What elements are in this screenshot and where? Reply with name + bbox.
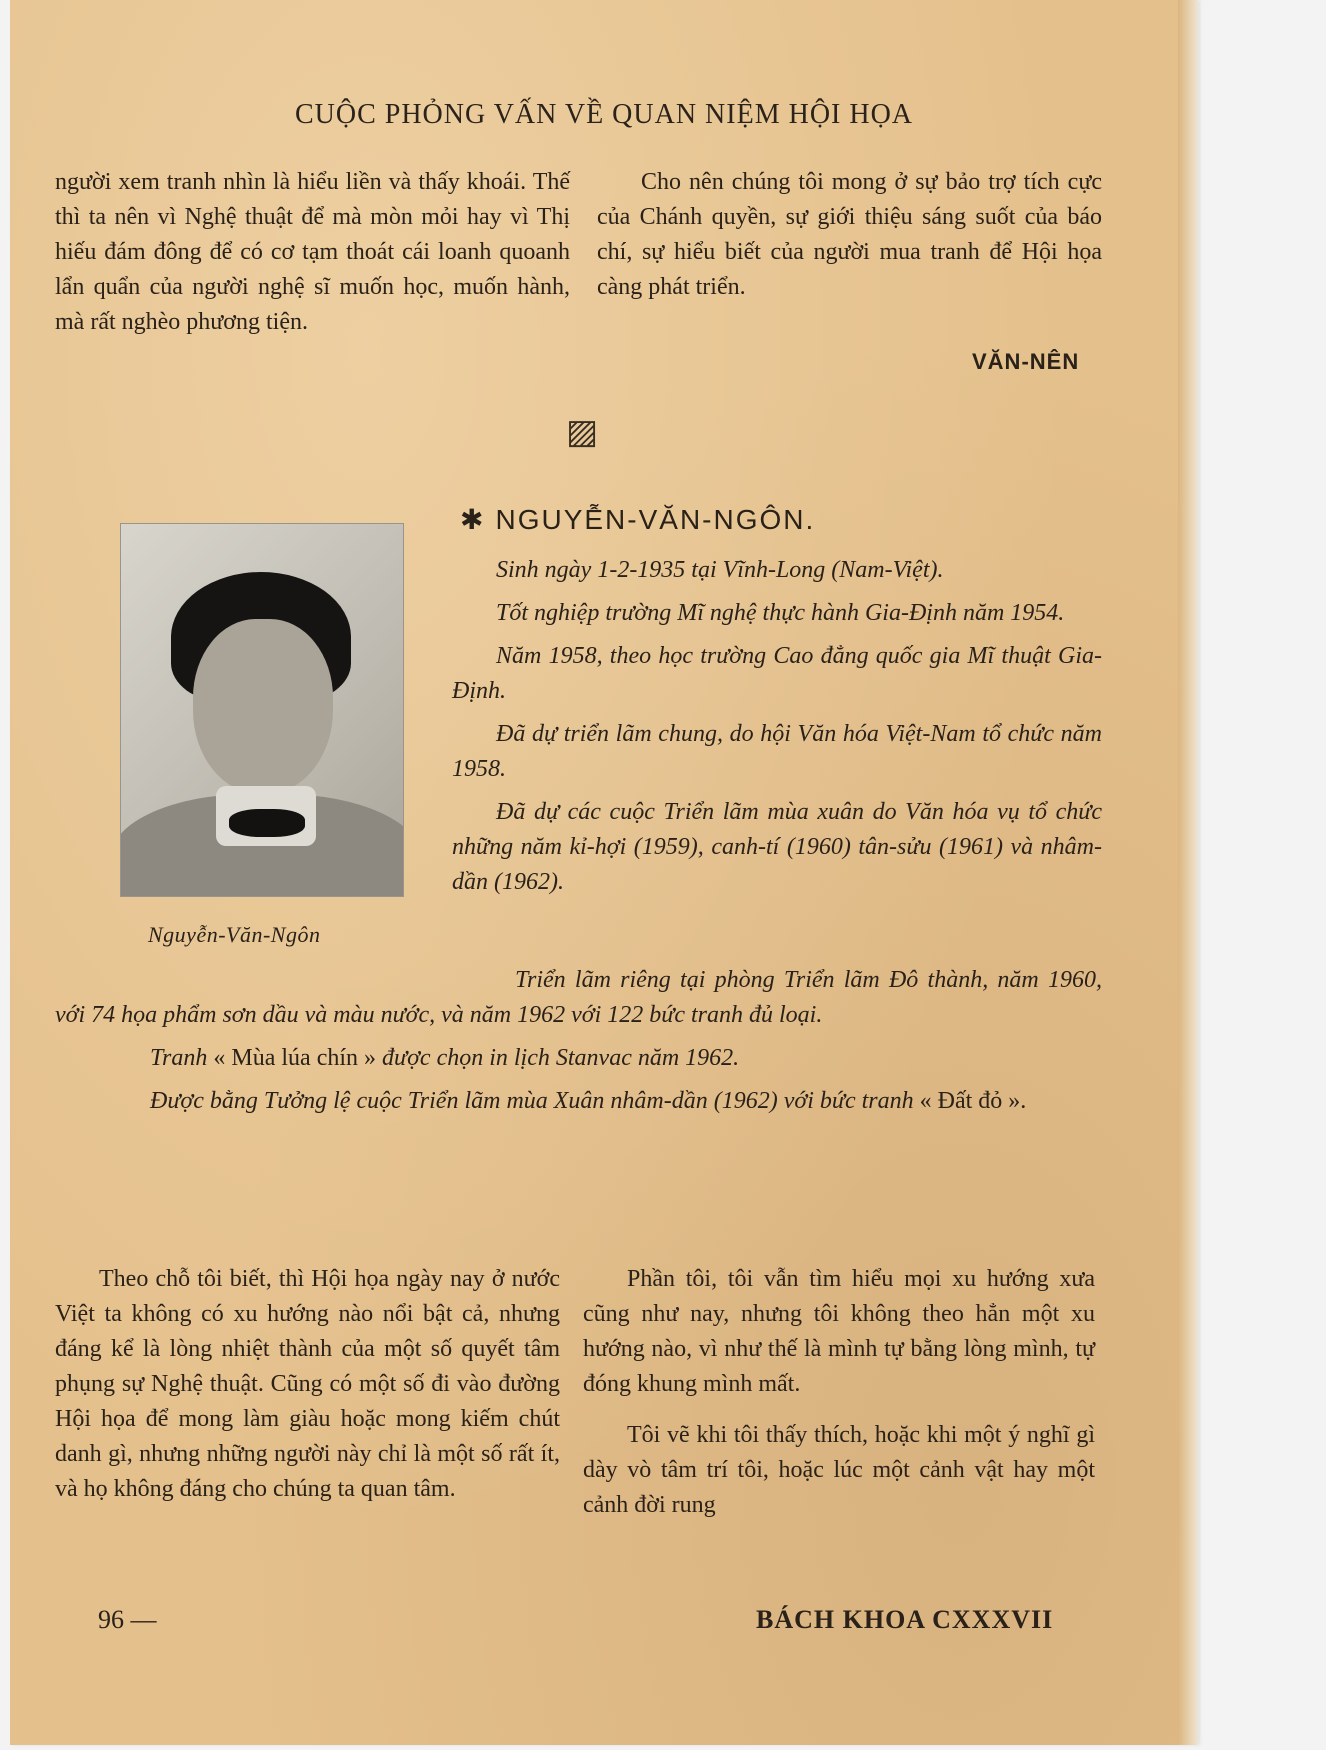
bio-heading [460, 503, 815, 536]
bio-born: Sinh ngày 1-2-1935 tại Vĩnh-Long (Nam-Việt). [496, 557, 944, 583]
bottom-right-paragraph-1: Phần tôi, tôi vẫn tìm hiểu mọi xu hướng xưa cũng như nay, nhưng tôi không theo hẳn một xu hướng nào, vì như thế là mình tự bằng lòng mình, tự đóng khung mình mất. [583, 1266, 1095, 1397]
journal-issue: BÁCH KHOA CXXXVII [756, 1605, 1054, 1634]
star-icon: ✱ [460, 503, 486, 536]
photo-caption: Nguyễn-Văn-Ngôn [148, 922, 321, 947]
bottom-left-column [55, 1262, 560, 1507]
page-number: 96 — [98, 1605, 157, 1634]
bio-full-width [55, 963, 1102, 1127]
section-ornament-icon: ▨ [566, 412, 599, 452]
bio-award-a: Được bằng Tưởng lệ cuộc Triển lãm mùa Xuân nhâm-dần (1962) với bức tranh [150, 1088, 914, 1114]
author-signature: VĂN-NÊN [972, 349, 1080, 374]
bio-exhibit-spring: Đã dự các cuộc Triển lãm mùa xuân do Văn hóa vụ tổ chức những năm kỉ-hợi (1959), canh-tí (1960) tân-sửu (1961) và nhâm-dần (1962). [452, 799, 1102, 895]
bio-graduated: Tốt nghiệp trường Mĩ nghệ thực hành Gia-Định năm 1954. [496, 600, 1065, 626]
top-left-column [55, 165, 570, 340]
top-right-column [597, 165, 1102, 305]
bottom-right-paragraph-2: Tôi vẽ khi tôi thấy thích, hoặc khi một ý nghĩ gì dày vò tâm trí tôi, hoặc lúc một cảnh vật hay một cảnh đời rung [583, 1422, 1095, 1518]
portrait-photo [120, 523, 404, 897]
bio-column [452, 553, 1102, 908]
bio-calendar-title: « Mùa lúa chín » [213, 1045, 377, 1071]
bio-calendar-a: Tranh [150, 1045, 208, 1071]
bio-study: Năm 1958, theo học trường Cao đẳng quốc gia Mĩ thuật Gia-Định. [452, 643, 1102, 704]
top-right-paragraph: Cho nên chúng tôi mong ở sự bảo trợ tích cực của Chánh quyền, sự giới thiệu sáng suốt của báo chí, sự hiểu biết của người mua tranh để Hội họa càng phát triển. [597, 169, 1102, 300]
bottom-left-paragraph: Theo chỗ tôi biết, thì Hội họa ngày nay ở nước Việt ta không có xu hướng nào nổi bật cả, nhưng đáng kể là lòng nhiệt thành của một số quyết tâm phụng sự Nghệ thuật. Cũng có một số đi vào đường Hội họa để mong làm giàu hoặc mong kiếm chút danh gì, nhưng những người này chỉ là một số rất ít, và họ không đáng cho chúng ta quan tâm. [55, 1266, 560, 1502]
running-head: CUỘC PHỎNG VẤN VỀ QUAN NIỆM HỘI HỌA [294, 99, 914, 130]
scanned-page [10, 0, 1198, 1745]
bio-award-title: « Đất đỏ ». [919, 1088, 1027, 1114]
bio-name: NGUYỄN-VĂN-NGÔN. [495, 504, 816, 535]
bio-calendar [55, 1041, 1102, 1076]
bio-award [55, 1084, 1102, 1119]
bottom-right-column [583, 1262, 1095, 1523]
top-left-paragraph: người xem tranh nhìn là hiểu liền và thấy khoái. Thế thì ta nên vì Nghệ thuật để mà mòn mỏi hay vì Thị hiếu đám đông để có cơ tạm thoát cái loanh quoanh lẩn quẩn của người nghệ sĩ muốn học, muốn hành, mà rất nghèo phương tiện. [55, 169, 570, 335]
bio-exhibit-group: Đã dự triển lãm chung, do hội Văn hóa Việt-Nam tổ chức năm 1958. [452, 721, 1102, 782]
bio-solo: Triển lãm riêng tại phòng Triển lãm Đô thành, năm 1960, với 74 họa phẩm sơn dầu và màu nước, và năm 1962 với 122 bức tranh đủ loại. [55, 967, 1102, 1028]
page-edge [1178, 0, 1198, 1745]
bio-calendar-b: được chọn in lịch Stanvac năm 1962. [382, 1045, 740, 1071]
